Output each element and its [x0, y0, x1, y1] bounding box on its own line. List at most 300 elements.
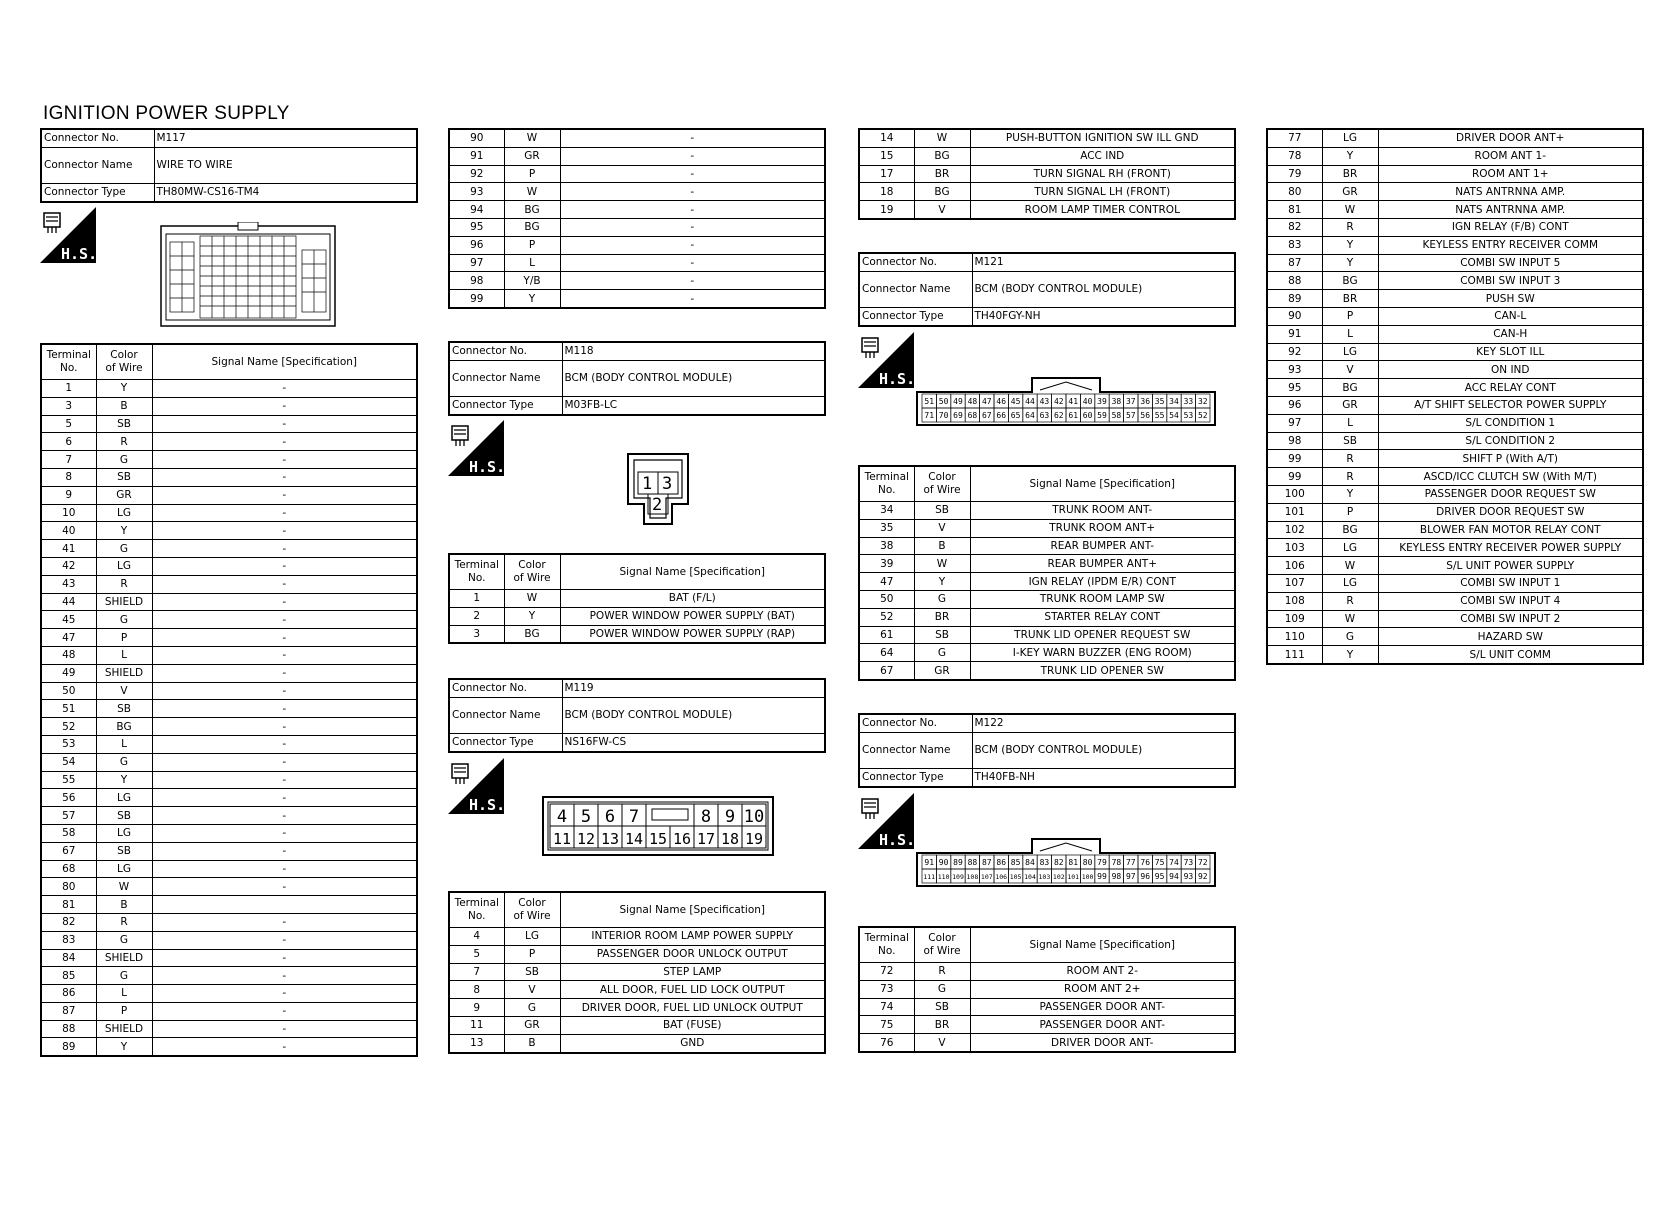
pin-number: 78 — [1111, 858, 1122, 867]
table-row — [1267, 272, 1643, 290]
m122-connector-diagram — [916, 835, 1216, 887]
connector-type-value: M03FB-LC — [562, 396, 825, 414]
signal-name-cell: - — [560, 129, 825, 147]
pin-number: 9 — [724, 807, 736, 827]
table-row — [41, 575, 417, 593]
signal-name-cell: IGN RELAY (F/B) CONT — [1378, 218, 1643, 236]
table-row — [449, 928, 825, 946]
signal-name-cell: - — [560, 183, 825, 201]
pin-number: 89 — [953, 858, 963, 867]
pin-number: 44 — [1025, 397, 1035, 406]
signal-name-header: Signal Name [Specification] — [152, 344, 417, 380]
pin-number: 74 — [1169, 858, 1179, 867]
signal-name-header: Signal Name [Specification] — [970, 927, 1235, 963]
signal-name-cell: PASSENGER DOOR ANT- — [970, 1016, 1235, 1034]
terminal-no-cell: 9 — [449, 999, 504, 1017]
wire-color-cell: BG — [504, 625, 560, 643]
terminal-no-cell: 100 — [1267, 485, 1322, 503]
table-row — [859, 608, 1235, 626]
wire-color-cell: V — [504, 981, 560, 999]
wire-color-cell: P — [1322, 307, 1378, 325]
m117-terminal-table-continued — [448, 128, 826, 309]
wire-color-cell: SB — [96, 842, 152, 860]
color-header: Color of Wire — [504, 554, 560, 590]
page-title: IGNITION POWER SUPPLY — [43, 103, 290, 124]
signal-name-cell: - — [152, 860, 417, 878]
signal-name-cell: KEY SLOT ILL — [1378, 343, 1643, 361]
terminal-no-cell: 91 — [1267, 325, 1322, 343]
table-row — [449, 201, 825, 219]
m121-connector-info — [858, 252, 1236, 327]
table-row — [449, 945, 825, 963]
pin-number: 56 — [1140, 411, 1151, 420]
wire-color-cell: SB — [914, 998, 970, 1016]
terminal-no-cell: 92 — [449, 165, 504, 183]
signal-name-cell: - — [152, 1020, 417, 1038]
terminal-no-cell: 15 — [859, 147, 914, 165]
pin-number: 72 — [1197, 858, 1208, 867]
color-header: Color of Wire — [914, 927, 970, 963]
wire-color-cell: R — [914, 963, 970, 981]
signal-name-cell: STEP LAMP — [560, 963, 825, 981]
pin-number: 50 — [938, 397, 949, 406]
wire-color-cell: Y/B — [504, 272, 560, 290]
wire-color-cell: V — [1322, 361, 1378, 379]
wire-color-cell: Y — [504, 290, 560, 308]
table-row — [449, 999, 825, 1017]
terminal-no-cell: 79 — [1267, 165, 1322, 183]
terminal-no-cell: 43 — [41, 575, 96, 593]
signal-name-cell: IGN RELAY (IPDM E/R) CONT — [970, 573, 1235, 591]
table-row — [1267, 503, 1643, 521]
m118-pin-1: 1 — [642, 474, 653, 494]
table-row — [41, 593, 417, 611]
pin-number: 93 — [1183, 872, 1194, 881]
table-row — [449, 129, 825, 147]
wire-color-cell: SHIELD — [96, 664, 152, 682]
signal-name-cell: TRUNK ROOM LAMP SW — [970, 590, 1235, 608]
signal-name-cell: - — [152, 824, 417, 842]
pin-number: 94 — [1169, 872, 1179, 881]
m118-connector-diagram — [626, 452, 690, 526]
terminal-no-cell: 81 — [41, 896, 96, 914]
table-row — [1267, 218, 1643, 236]
wire-color-cell: SHIELD — [96, 593, 152, 611]
table-row — [41, 468, 417, 486]
hs-label: H.S. — [61, 245, 96, 263]
wire-color-cell: SB — [96, 415, 152, 433]
terminal-no-cell: 4 — [449, 928, 504, 946]
wire-color-cell: SHIELD — [96, 949, 152, 967]
connector-no-label: Connector No. — [859, 714, 972, 732]
signal-name-cell: ROOM ANT 2+ — [970, 980, 1235, 998]
terminal-no-cell: 52 — [859, 608, 914, 626]
table-row — [859, 963, 1235, 981]
terminal-no-cell: 85 — [41, 967, 96, 985]
wire-color-cell: P — [504, 945, 560, 963]
table-row — [41, 504, 417, 522]
terminal-no-cell: 3 — [41, 397, 96, 415]
signal-name-cell: - — [152, 575, 417, 593]
m119-terminal-table — [448, 891, 826, 1054]
signal-name-cell: - — [152, 433, 417, 451]
pin-number: 8 — [700, 807, 712, 827]
table-row — [41, 949, 417, 967]
terminal-no-cell: 50 — [41, 682, 96, 700]
pin-number: 64 — [1025, 411, 1035, 420]
terminal-no-cell: 53 — [41, 735, 96, 753]
table-row — [41, 718, 417, 736]
table-row — [859, 662, 1235, 680]
pin-number: 83 — [1039, 858, 1050, 867]
wire-color-cell: R — [1322, 450, 1378, 468]
table-row — [41, 931, 417, 949]
terminal-no-cell: 87 — [41, 1002, 96, 1020]
terminal-no-cell: 82 — [1267, 218, 1322, 236]
table-row — [449, 607, 825, 625]
signal-name-cell: ROOM LAMP TIMER CONTROL — [970, 201, 1235, 219]
table-row — [1267, 468, 1643, 486]
m122-terminal-table — [858, 926, 1236, 1053]
terminal-no-header: Terminal No. — [41, 344, 96, 380]
signal-name-cell: PUSH-BUTTON IGNITION SW ILL GND — [970, 129, 1235, 147]
m121-connector-diagram — [916, 374, 1216, 426]
pin-number: 55 — [1154, 411, 1165, 420]
pin-number: 15 — [648, 830, 668, 848]
pin-number: 73 — [1183, 858, 1194, 867]
terminal-no-cell: 17 — [859, 165, 914, 183]
signal-name-cell: - — [152, 1038, 417, 1056]
terminal-no-cell: 80 — [41, 878, 96, 896]
signal-name-cell: - — [152, 735, 417, 753]
signal-name-cell: - — [152, 967, 417, 985]
m118-pin-2: 2 — [652, 495, 663, 515]
pin-number: 14 — [624, 830, 644, 848]
signal-name-cell: INTERIOR ROOM LAMP POWER SUPPLY — [560, 928, 825, 946]
table-row — [859, 980, 1235, 998]
m119-connector-info — [448, 678, 826, 753]
wire-color-cell: SB — [96, 700, 152, 718]
wire-color-cell: L — [96, 646, 152, 664]
signal-name-cell: REAR BUMPER ANT- — [970, 537, 1235, 555]
terminal-no-cell: 41 — [41, 540, 96, 558]
wire-color-cell: BG — [504, 201, 560, 219]
wire-color-cell: V — [914, 1034, 970, 1052]
wire-color-cell: BR — [914, 165, 970, 183]
m118-pin-3: 3 — [662, 474, 673, 494]
pin-number: 85 — [1010, 858, 1021, 867]
wire-color-cell: G — [914, 980, 970, 998]
wire-color-cell: V — [914, 201, 970, 219]
signal-name-cell: - — [152, 397, 417, 415]
connector-type-value: TH40FB-NH — [972, 768, 1235, 786]
wire-color-cell: B — [504, 1034, 560, 1052]
pin-number: 61 — [1068, 411, 1079, 420]
terminal-no-header: Terminal No. — [449, 554, 504, 590]
terminal-no-cell: 90 — [449, 129, 504, 147]
signal-name-cell: BAT (FUSE) — [560, 1016, 825, 1034]
terminal-no-cell: 2 — [449, 607, 504, 625]
table-row — [1267, 610, 1643, 628]
wire-color-cell: SB — [96, 807, 152, 825]
table-row — [1267, 290, 1643, 308]
terminal-no-cell: 13 — [449, 1034, 504, 1052]
wire-color-cell: B — [96, 397, 152, 415]
connector-no-value: M117 — [154, 129, 417, 147]
terminal-no-cell: 18 — [859, 183, 914, 201]
wire-color-cell: P — [504, 236, 560, 254]
signal-name-cell: - — [560, 290, 825, 308]
pin-number: 106 — [995, 873, 1008, 881]
signal-name-cell: - — [560, 218, 825, 236]
pin-number: 42 — [1053, 397, 1064, 406]
connector-type-label: Connector Type — [859, 307, 972, 325]
table-row — [859, 626, 1235, 644]
wire-color-cell: BR — [1322, 165, 1378, 183]
signal-name-cell: A/T SHIFT SELECTOR POWER SUPPLY — [1378, 396, 1643, 414]
terminal-no-cell: 35 — [859, 519, 914, 537]
signal-name-cell: - — [560, 272, 825, 290]
pin-number: 87 — [981, 858, 992, 867]
pin-number: 103 — [1038, 873, 1051, 881]
pin-number: 84 — [1025, 858, 1035, 867]
terminal-no-cell: 111 — [1267, 646, 1322, 664]
signal-name-cell: - — [152, 913, 417, 931]
signal-name-cell: COMBI SW INPUT 1 — [1378, 574, 1643, 592]
terminal-no-cell: 76 — [859, 1034, 914, 1052]
terminal-no-cell: 67 — [41, 842, 96, 860]
terminal-no-cell: 47 — [41, 629, 96, 647]
wire-color-cell: LG — [1322, 539, 1378, 557]
pin-number: 88 — [967, 858, 978, 867]
wire-color-cell: L — [1322, 325, 1378, 343]
pin-number: 46 — [996, 397, 1007, 406]
wire-color-cell: LG — [96, 789, 152, 807]
wire-color-cell: W — [1322, 201, 1378, 219]
table-row — [41, 842, 417, 860]
wire-color-cell: LG — [96, 824, 152, 842]
pin-number: 97 — [1125, 872, 1136, 881]
signal-name-cell: PASSENGER DOOR ANT- — [970, 998, 1235, 1016]
pin-number: 36 — [1140, 397, 1151, 406]
signal-name-cell: KEYLESS ENTRY RECEIVER COMM — [1378, 236, 1643, 254]
table-row — [449, 981, 825, 999]
table-row — [41, 1002, 417, 1020]
wire-color-cell: Y — [96, 771, 152, 789]
signal-name-cell: TRUNK LID OPENER REQUEST SW — [970, 626, 1235, 644]
pin-number: 47 — [981, 397, 992, 406]
wire-color-cell: V — [96, 682, 152, 700]
terminal-no-cell: 91 — [449, 147, 504, 165]
pin-number: 101 — [1067, 873, 1080, 881]
wire-color-cell: Y — [1322, 236, 1378, 254]
terminal-no-cell: 3 — [449, 625, 504, 643]
table-row — [41, 629, 417, 647]
table-row — [449, 1034, 825, 1052]
wire-color-cell: R — [96, 433, 152, 451]
table-row — [1267, 574, 1643, 592]
harness-side-icon — [40, 207, 96, 263]
pin-number: 41 — [1068, 397, 1079, 406]
wire-color-cell: P — [96, 629, 152, 647]
pin-number: 102 — [1052, 873, 1065, 881]
terminal-no-cell: 103 — [1267, 539, 1322, 557]
wire-color-cell: G — [96, 451, 152, 469]
signal-name-cell: REAR BUMPER ANT+ — [970, 555, 1235, 573]
wire-color-cell: Y — [914, 573, 970, 591]
wire-color-cell: BG — [1322, 379, 1378, 397]
wire-color-cell: LG — [504, 928, 560, 946]
table-row — [859, 502, 1235, 520]
pin-number: 90 — [938, 858, 949, 867]
table-row — [41, 433, 417, 451]
wire-color-cell: Y — [1322, 646, 1378, 664]
terminal-no-cell: 48 — [41, 646, 96, 664]
terminal-no-cell: 7 — [449, 963, 504, 981]
pin-number: 67 — [981, 411, 992, 420]
wire-color-cell: BG — [914, 183, 970, 201]
terminal-no-cell: 19 — [859, 201, 914, 219]
table-row — [859, 1034, 1235, 1052]
terminal-no-cell: 49 — [41, 664, 96, 682]
signal-name-cell: - — [152, 380, 417, 398]
wire-color-cell: V — [914, 519, 970, 537]
terminal-no-cell: 75 — [859, 1016, 914, 1034]
terminal-no-cell: 7 — [41, 451, 96, 469]
table-row — [1267, 521, 1643, 539]
terminal-no-cell: 1 — [41, 380, 96, 398]
connector-type-label: Connector Type — [449, 733, 562, 751]
terminal-no-cell: 1 — [449, 590, 504, 608]
hs-label: H.S. — [879, 370, 914, 388]
pin-number: 69 — [953, 411, 963, 420]
pin-number: 39 — [1097, 397, 1107, 406]
pin-number: 48 — [967, 397, 978, 406]
pin-number: 43 — [1039, 397, 1050, 406]
terminal-no-cell: 56 — [41, 789, 96, 807]
table-row — [1267, 343, 1643, 361]
wire-color-cell: SB — [914, 626, 970, 644]
wire-color-cell: GR — [1322, 183, 1378, 201]
wire-color-cell: SHIELD — [96, 1020, 152, 1038]
connector-name-label: Connector Name — [449, 360, 562, 396]
terminal-no-cell: 52 — [41, 718, 96, 736]
table-row — [41, 753, 417, 771]
pin-number: 100 — [1081, 873, 1094, 881]
table-row — [41, 985, 417, 1003]
terminal-no-cell: 57 — [41, 807, 96, 825]
terminal-no-cell: 11 — [449, 1016, 504, 1034]
terminal-no-cell: 34 — [859, 502, 914, 520]
wire-color-cell: W — [914, 129, 970, 147]
wire-color-cell: B — [96, 896, 152, 914]
terminal-no-cell: 96 — [449, 236, 504, 254]
signal-name-cell: - — [560, 201, 825, 219]
terminal-no-cell: 86 — [41, 985, 96, 1003]
pin-number: 49 — [953, 397, 963, 406]
terminal-no-cell: 77 — [1267, 129, 1322, 147]
table-row — [1267, 628, 1643, 646]
m119-connector-diagram — [542, 796, 774, 856]
terminal-no-cell: 99 — [449, 290, 504, 308]
pin-number: 75 — [1154, 858, 1165, 867]
table-row — [859, 129, 1235, 147]
table-row — [1267, 539, 1643, 557]
signal-name-cell: ACC RELAY CONT — [1378, 379, 1643, 397]
wire-color-cell: BR — [1322, 290, 1378, 308]
signal-name-cell: COMBI SW INPUT 4 — [1378, 592, 1643, 610]
pin-number: 52 — [1197, 411, 1208, 420]
connector-type-value: TH40FGY-NH — [972, 307, 1235, 325]
pin-number: 80 — [1082, 858, 1093, 867]
table-row — [41, 682, 417, 700]
pin-number: 98 — [1111, 872, 1122, 881]
terminal-no-cell: 67 — [859, 662, 914, 680]
wire-color-cell: BR — [914, 608, 970, 626]
wire-color-cell: LG — [96, 557, 152, 575]
terminal-no-cell: 82 — [41, 913, 96, 931]
table-row — [1267, 325, 1643, 343]
connector-name-value: BCM (BODY CONTROL MODULE) — [562, 697, 825, 733]
table-row — [41, 397, 417, 415]
signal-name-cell: - — [152, 504, 417, 522]
m117-terminal-table — [40, 343, 418, 1057]
terminal-no-cell: 83 — [41, 931, 96, 949]
signal-name-cell: KEYLESS ENTRY RECEIVER POWER SUPPLY — [1378, 539, 1643, 557]
signal-name-cell: CAN-L — [1378, 307, 1643, 325]
harness-side-icon — [448, 420, 504, 476]
signal-name-cell: ON IND — [1378, 361, 1643, 379]
pin-number: 17 — [696, 830, 716, 848]
table-row — [449, 254, 825, 272]
table-row — [41, 646, 417, 664]
terminal-no-cell: 93 — [1267, 361, 1322, 379]
pin-number: 95 — [1154, 872, 1165, 881]
terminal-no-cell: 14 — [859, 129, 914, 147]
pin-number: 92 — [1197, 872, 1208, 881]
signal-name-cell: SHIFT P (With A/T) — [1378, 450, 1643, 468]
wire-color-cell: W — [914, 555, 970, 573]
table-row — [1267, 396, 1643, 414]
connector-name-value: BCM (BODY CONTROL MODULE) — [562, 360, 825, 396]
signal-name-cell: GND — [560, 1034, 825, 1052]
harness-side-icon — [448, 758, 504, 814]
signal-name-cell: - — [152, 629, 417, 647]
signal-name-cell: - — [152, 700, 417, 718]
signal-name-cell: - — [152, 807, 417, 825]
pin-number: 82 — [1053, 858, 1064, 867]
table-row — [859, 998, 1235, 1016]
signal-name-cell: BLOWER FAN MOTOR RELAY CONT — [1378, 521, 1643, 539]
m121-terminal-table — [858, 465, 1236, 681]
signal-name-cell: - — [152, 646, 417, 664]
wire-color-cell: R — [96, 913, 152, 931]
table-row — [41, 1038, 417, 1056]
signal-name-cell: I-KEY WARN BUZZER (ENG ROOM) — [970, 644, 1235, 662]
wire-color-cell: GR — [914, 662, 970, 680]
pin-number: 108 — [966, 873, 979, 881]
terminal-no-cell: 74 — [859, 998, 914, 1016]
terminal-no-header: Terminal No. — [859, 927, 914, 963]
terminal-no-cell: 90 — [1267, 307, 1322, 325]
terminal-no-cell: 92 — [1267, 343, 1322, 361]
wire-color-cell: SB — [1322, 432, 1378, 450]
connector-no-label: Connector No. — [859, 253, 972, 271]
table-row — [1267, 557, 1643, 575]
terminal-no-cell: 39 — [859, 555, 914, 573]
terminal-no-cell: 101 — [1267, 503, 1322, 521]
signal-name-cell: DRIVER DOOR, FUEL LID UNLOCK OUTPUT — [560, 999, 825, 1017]
